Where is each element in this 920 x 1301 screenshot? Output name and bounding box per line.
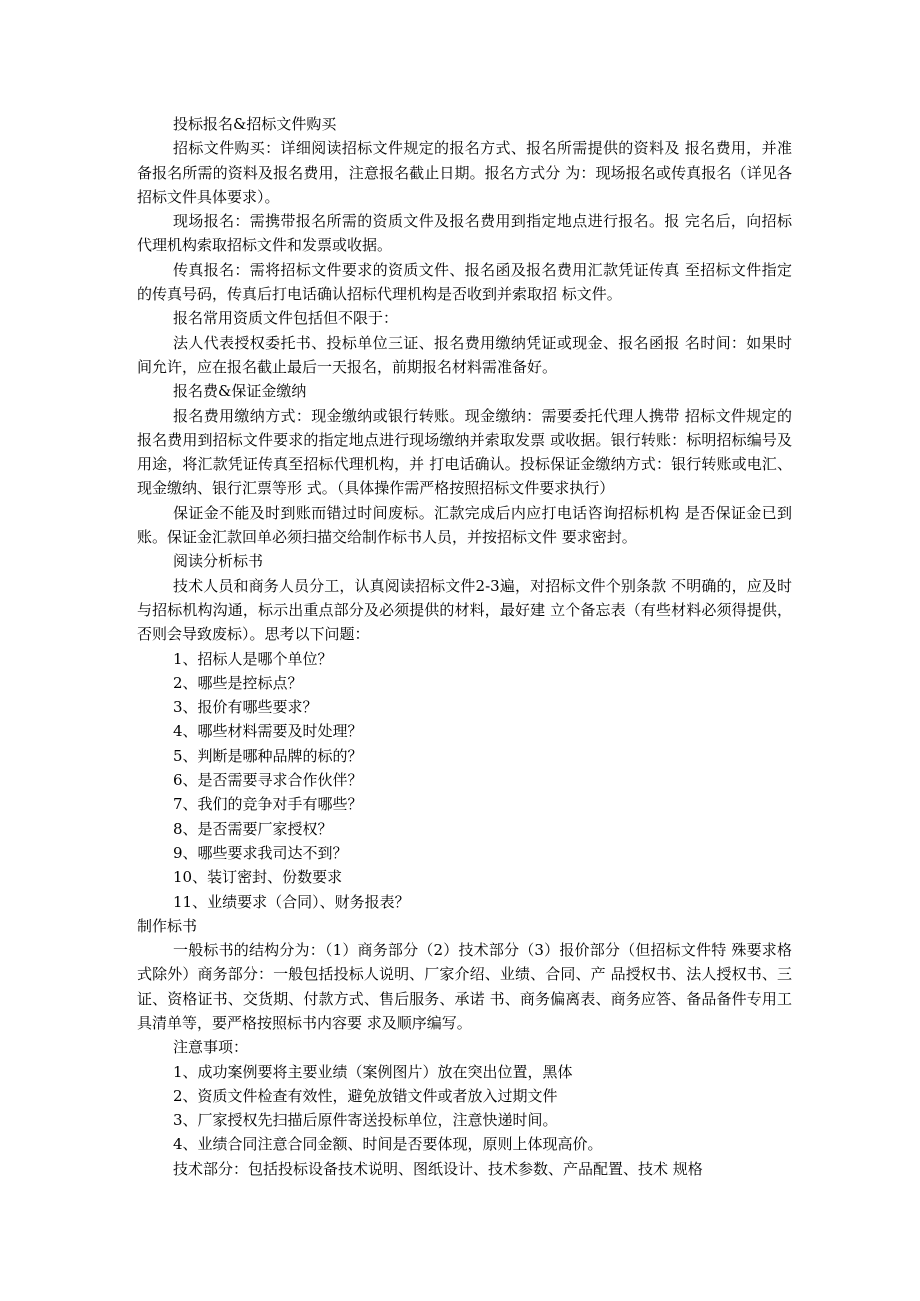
paragraph-qualification-docs-intro: 报名常用资质文件包括但不限于： <box>173 309 399 328</box>
list-item: 4、业绩合同注意合同金额、时间是否要体现，原则上体现高价。 <box>173 1135 603 1154</box>
list-item: 9、哪些要求我司达不到？ <box>173 843 348 862</box>
paragraph-technical-part: 技术部分：包括投标设备技术说明、图纸设计、技术参数、产品配置、技术 规格 <box>173 1159 703 1178</box>
paragraph-qualification-docs-list: 法人代表授权委托书、投标单位三证、报名费用缴纳凭证或现金、报名函报 名时间：如果时间允许，应在报名截止最后一天报名，前期报名材料需准备好。 <box>137 333 792 376</box>
notes-heading: 注意事项： <box>173 1038 249 1057</box>
list-item: 1、招标人是哪个单位？ <box>173 649 333 668</box>
list-item: 8、是否需要厂家授权？ <box>173 819 333 838</box>
section-heading-read-analyze: 阅读分析标书 <box>173 552 264 571</box>
list-item: 6、是否需要寻求合作伙伴？ <box>173 771 363 790</box>
list-item: 10、装订密封、份数要求 <box>173 868 343 887</box>
list-item: 4、哪些材料需要及时处理？ <box>173 722 363 741</box>
list-item: 3、报价有哪些要求？ <box>173 698 318 717</box>
paragraph-document-purchase: 招标文件购买：详细阅读招标文件规定的报名方式、报名所需提供的资料及 报名费用，并准备报名所需的资料及报名费用，注意报名截止日期。报名方式分 为：现场报名或传真报名（详见各招标文件具体要求）。 <box>137 139 792 206</box>
paragraph-fee-payment: 报名费用缴纳方式：现金缴纳或银行转账。现金缴纳：需要委托代理人携带 招标文件规定的报名费用到招标文件要求的指定地点进行现场缴纳并索取发票 或收据。银行转账：标明招标编号及用途，将汇款凭证传真至招标代理机构，并 打电话确认。投标保证金缴纳方式：银行转账或电汇、现金缴纳、银行汇票等形 式。（具体操作需严格按照招标文件要求执行） <box>137 406 792 498</box>
document-body <box>137 112 792 1181</box>
list-item: 3、厂家授权先扫描后原件寄送投标单位，注意快递时间。 <box>173 1111 558 1130</box>
paragraph-bid-structure: 一般标书的结构分为：（1）商务部分（2）技术部分（3）报价部分（但招标文件特 殊要求格式除外）商务部分：一般包括投标人说明、厂家介绍、业绩、合同、产 品授权书、法人授权书、三证、资格证书、交货期、付款方式、售后服务、承诺 书、商务偏离表、商务应答、备品备件专用工具清单等，要严格按照标书内容要 求及顺序编写。 <box>137 941 792 1032</box>
paragraph-analysis-intro: 技术人员和商务人员分工，认真阅读招标文件2-3遍，对招标文件个别条款 不明确的，应及时与招标机构沟通，标示出重点部分及必须提供的材料，最好建 立个备忘表（有些材料必须得提供，否则会导致废标）。思考以下问题： <box>137 576 792 644</box>
list-item: 7、我们的竞争对手有哪些？ <box>173 795 363 814</box>
section-heading-fees-deposit: 报名费&保证金缴纳 <box>173 382 307 401</box>
paragraph-deposit-notice: 保证金不能及时到账而错过时间废标。汇款完成后内应打电话咨询招标机构 是否保证金已到账。保证金汇款回单必须扫描交给制作标书人员，并按招标文件 要求密封。 <box>137 503 792 547</box>
paragraph-fax-registration: 传真报名：需将招标文件要求的资质文件、报名函及报名费用汇款凭证传真 至招标文件指定的传真号码，传真后打电话确认招标代理机构是否收到并索取招 标文件。 <box>137 260 792 304</box>
section-heading-make-bid: 制作标书 <box>137 916 198 935</box>
list-item: 1、成功案例要将主要业绩（案例图片）放在突出位置，黑体 <box>173 1062 573 1081</box>
list-item: 2、资质文件检查有效性，避免放错文件或者放入过期文件 <box>173 1086 558 1105</box>
section-heading-registration: 投标报名&招标文件购买 <box>173 115 337 133</box>
list-item: 5、判断是哪种品牌的标的？ <box>173 746 363 765</box>
list-item: 2、哪些是控标点？ <box>173 673 303 692</box>
paragraph-onsite-registration: 现场报名：需携带报名所需的资质文件及报名费用到指定地点进行报名。报 完名后，向招标代理机构索取招标文件和发票或收据。 <box>137 212 792 255</box>
list-item: 11、业绩要求（合同）、财务报表？ <box>173 892 410 911</box>
